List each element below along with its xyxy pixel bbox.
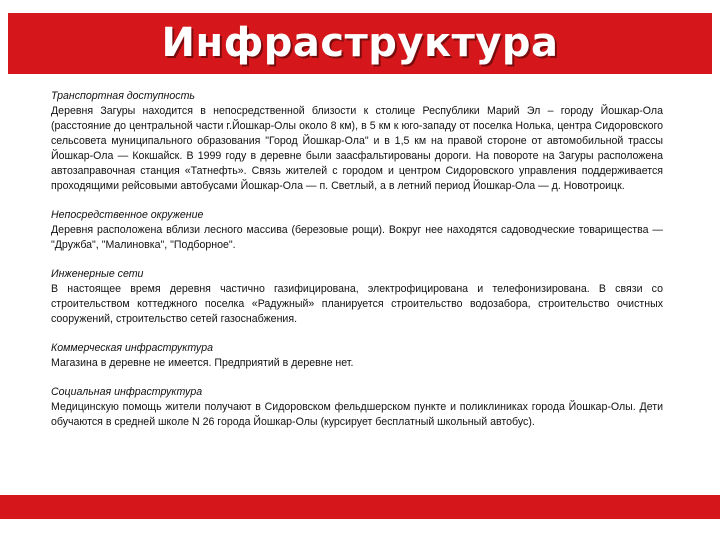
section-text: Деревня Загуры находится в непосредственной близости к столице Республики Марий Эл – городу Йошкар-Ола (расстояние до центральной части г.Йошкар-Олы около 8 км), в 5 км к юго-западу от поселка Нолька, центра Сидоровского сельсовета муниципального образования "Город Йошкар-Ола" и в 1,5 км на правой стороне от автомобильной трассы Йошкар-Ола — Кокшайск. В 1999 году в деревне были заасфальтированы дороги. На повороте на Загуры расположена автозаправочная станция «Татнефть». Связь жителей с городом и центром Сидоровского управления поддерживается проходящими рейсовыми автобусами Йошкар-Ола — п. Светлый, а в летний период Йошкар-Ола — д. Новотроицк. [51,105,663,192]
section-heading: Транспортная доступность [51,90,195,102]
page-title: Инфраструктура [161,20,559,66]
section-text: Деревня расположена вблизи лесного массива (березовые рощи). Вокруг нее находятся садоводческие товарищества — "Дружба", "Малиновка", "Подборное". [51,224,663,251]
section-text: Магазина в деревне не имеется. Предприятий в деревне нет. [51,357,354,369]
section-heading: Социальная инфраструктура [51,386,203,398]
footer-margin [0,519,720,540]
section-heading: Коммерческая инфраструктура [51,342,214,354]
section-heading: Инженерные сети [51,268,144,280]
footer-band [0,495,720,519]
section-engineering [51,267,663,327]
section-surroundings [51,208,663,253]
section-transport [51,89,663,194]
section-heading: Непосредственное окружение [51,209,204,221]
section-text: Медицинскую помощь жители получают в Сидоровском фельдшерском пункте и поликлиниках города Йошкар-Олы. Дети обучаются в средней школе N 26 города Йошкар-Олы (курсирует бесплатный школьный автобус). [51,401,663,428]
section-social [51,385,663,430]
section-commercial [51,341,663,371]
section-text: В настоящее время деревня частично газифицирована, электрофицирована и телефонизирована. В связи со строительством коттеджного поселка «Радужный» планируется строительство водозабора, строительство очистных сооружений, строительство сетей газоснабжения. [51,283,663,325]
document-body [51,89,663,444]
